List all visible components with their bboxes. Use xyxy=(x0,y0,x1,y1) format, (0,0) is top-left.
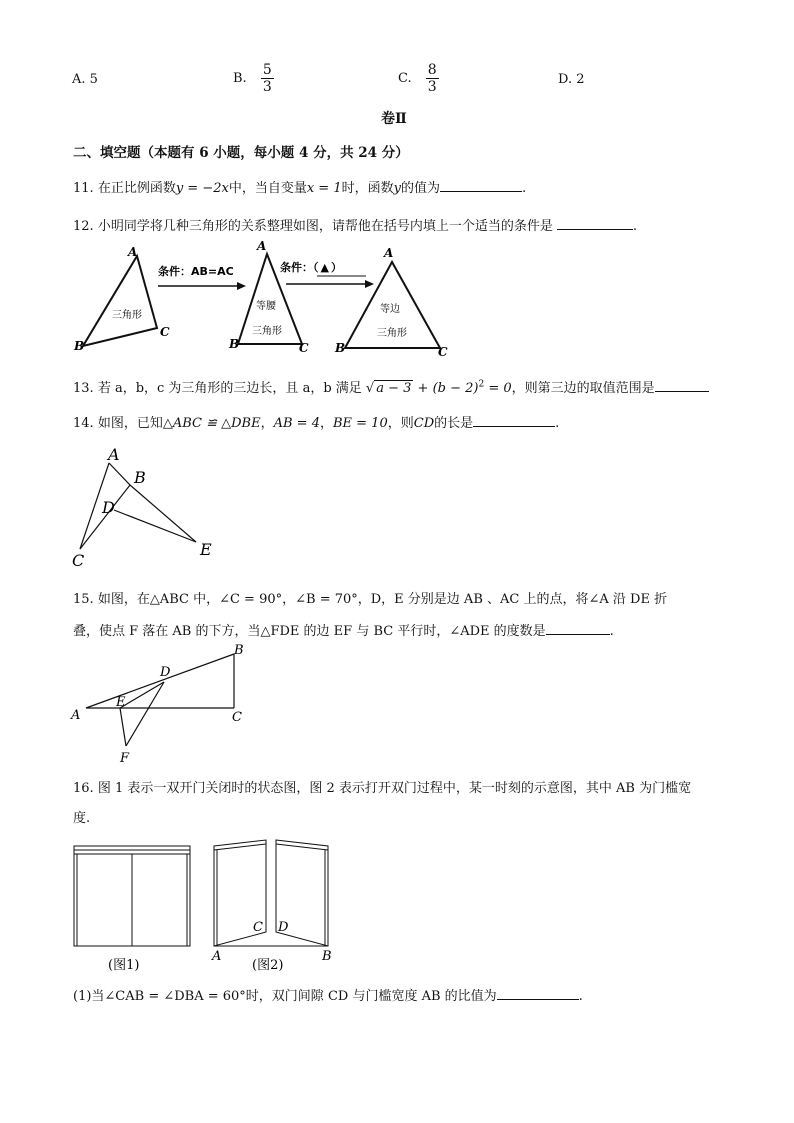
fig2-label-a: A xyxy=(212,949,222,964)
q16-part-1-text: (1)当∠CAB = ∠DBA = 60°时，双门间隙 CD 与门槛宽度 AB 的比值为 xyxy=(73,989,497,1004)
option-b-denominator: 3 xyxy=(262,79,272,95)
option-c-denominator: 3 xyxy=(427,79,437,95)
option-c xyxy=(398,62,439,95)
q11-answer-blank[interactable] xyxy=(440,179,522,192)
fig2-label-c: C xyxy=(253,920,263,935)
q12-number: 12. xyxy=(73,219,98,234)
question-15-line-1 xyxy=(73,588,667,607)
edge-be xyxy=(130,485,196,542)
arrow2-head xyxy=(365,280,374,288)
t1-vertex-a: A xyxy=(128,245,138,259)
question-16-line-1 xyxy=(73,777,691,796)
q12-answer-blank[interactable] xyxy=(557,217,633,230)
q14-be: BE = 10 xyxy=(332,416,388,431)
question-11 xyxy=(73,177,526,196)
q13-equals: = 0 xyxy=(484,381,512,396)
q14-number: 14. xyxy=(73,416,98,431)
edge-ed xyxy=(120,682,164,708)
q12-end: . xyxy=(632,219,637,234)
q14-answer-blank[interactable] xyxy=(473,414,555,427)
question-14 xyxy=(73,412,559,431)
section-header: 二、填空题（本题有 6 小题，每小题 4 分，共 24 分） xyxy=(73,145,409,161)
q11-text-1: 在正比例函数 xyxy=(97,181,176,196)
q14-text-3: ， xyxy=(319,416,333,431)
q14-cd: CD xyxy=(413,416,435,431)
t1-vertex-b: B xyxy=(74,339,85,353)
q15-answer-blank[interactable] xyxy=(546,622,610,635)
q14-text-1: 如图，已知 xyxy=(97,416,163,431)
q14-text-2: ， xyxy=(260,416,274,431)
q16-text-line-1: 图 1 表示一双开门关闭时的状态图，图 2 表示打开双门过程中，某一时刻的示意图，其中 AB 为门槛宽 xyxy=(97,781,692,796)
q13-sqrt: √ a − 3 xyxy=(365,381,412,396)
q14-end: . xyxy=(555,416,560,431)
q14-figure xyxy=(66,445,226,573)
q13-exponent: 2 xyxy=(478,379,485,390)
q12-figure xyxy=(70,238,460,360)
q11-end: . xyxy=(522,181,527,196)
q13-answer-blank[interactable] xyxy=(655,379,709,392)
fig2-label-d: D xyxy=(278,920,289,935)
option-a-value: 5 xyxy=(89,72,98,87)
q15-label-d: D xyxy=(160,665,171,680)
fig1-closed-door xyxy=(74,846,190,946)
fig2-opening-door xyxy=(214,840,328,946)
edge-ef xyxy=(120,708,126,746)
q16-number: 16. xyxy=(73,781,98,796)
q15-text-line-2: 叠，使点 F 落在 AB 的下方，当△FDE 的边 EF 与 BC 平行时，∠ADE 的度数是 xyxy=(73,624,546,639)
q14-ab: AB = 4 xyxy=(273,416,320,431)
q15-text-line-1: 如图，在△ABC 中，∠C = 90°，∠B = 70°，D，E 分别是边 AB 、AC 上的点，将∠A 沿 DE 折 xyxy=(97,592,668,607)
q14-label-c: C xyxy=(72,551,85,570)
t2-label-1: 等腰 xyxy=(256,301,276,312)
q11-expression: y = −2x xyxy=(175,181,229,196)
general-triangle xyxy=(83,256,157,346)
option-c-numerator: 8 xyxy=(427,62,437,78)
q11-condition: x = 1 xyxy=(306,181,342,196)
arrow1-condition: 条件：AB=AC xyxy=(158,265,234,278)
question-16-line-2: 度. xyxy=(73,811,91,826)
t1-vertex-c: C xyxy=(160,325,170,339)
t1-label: 三角形 xyxy=(112,310,142,321)
option-b xyxy=(233,62,274,95)
q15-label-f: F xyxy=(120,751,130,766)
q13-text-1: 若 a，b，c 为三角形的三边长，且 a，b 满足 xyxy=(97,381,362,396)
q14-text-4: ，则 xyxy=(387,416,414,431)
edge-ab xyxy=(86,654,234,708)
q14-label-a: A xyxy=(108,445,120,464)
q16-part-1-end: . xyxy=(578,989,583,1004)
q15-end: . xyxy=(609,624,614,639)
t3-label-2: 三角形 xyxy=(377,328,407,339)
option-c-label: C. xyxy=(398,71,416,86)
edge-de xyxy=(114,510,196,542)
t2-label-2: 三角形 xyxy=(252,326,282,337)
t2-vertex-a: A xyxy=(257,239,267,253)
option-b-fraction xyxy=(261,62,274,95)
option-a xyxy=(72,72,98,87)
question-16-part-1 xyxy=(73,985,583,1004)
q13-sqrt-inner: a − 3 xyxy=(376,381,412,396)
option-a-label: A. xyxy=(72,72,90,87)
arrow2-condition: 条件：（ ▲ ） xyxy=(280,261,342,274)
q15-label-b: B xyxy=(234,643,244,658)
t3-vertex-a: A xyxy=(384,246,394,260)
q14-label-b: B xyxy=(134,468,146,487)
fig2-caption: (图2) xyxy=(252,958,284,973)
option-d-label: D. xyxy=(558,72,577,87)
q16-figures xyxy=(66,836,346,980)
q15-figure xyxy=(66,640,256,770)
question-13 xyxy=(73,377,709,396)
q12-text: 小明同学将几种三角形的关系整理如图，请帮他在括号内填上一个适当的条件是 xyxy=(97,219,553,234)
t3-label-1: 等边 xyxy=(380,304,400,315)
q11-variable: y xyxy=(393,181,401,196)
arrow1-head xyxy=(237,282,246,290)
option-b-numerator: 5 xyxy=(262,62,272,78)
option-c-fraction xyxy=(426,62,439,95)
volume-heading: 卷Ⅱ xyxy=(381,111,407,127)
option-d xyxy=(558,72,585,87)
q16-part-1-answer-blank[interactable] xyxy=(497,987,579,1000)
t3-vertex-b: B xyxy=(335,341,346,355)
fig2-label-b: B xyxy=(322,949,332,964)
q13-text-2: ，则第三边的取值范围是 xyxy=(511,381,655,396)
option-d-value: 2 xyxy=(576,72,585,87)
edge-ab xyxy=(109,463,130,485)
q11-number: 11. xyxy=(73,181,98,196)
fig1-caption: (图1) xyxy=(108,958,140,973)
q13-term: + (b − 2) xyxy=(413,381,479,396)
q15-label-a: A xyxy=(71,708,81,723)
t2-vertex-b: B xyxy=(229,337,240,351)
q15-label-c: C xyxy=(232,710,242,725)
edge-bc xyxy=(80,485,130,549)
question-15-line-2 xyxy=(73,620,614,639)
q14-label-e: E xyxy=(200,540,212,559)
q14-label-d: D xyxy=(102,498,115,517)
q11-text-3: 时，函数 xyxy=(341,181,394,196)
q11-text-2: 中，当自变量 xyxy=(228,181,307,196)
question-12 xyxy=(73,215,637,234)
t2-vertex-c: C xyxy=(299,341,309,355)
q14-text-5: 的长是 xyxy=(434,416,474,431)
q11-text-4: 的值为 xyxy=(400,181,440,196)
option-b-label: B. xyxy=(233,71,251,86)
q15-label-e: E xyxy=(116,695,126,710)
q13-number: 13. xyxy=(73,381,98,396)
t3-vertex-c: C xyxy=(438,345,448,359)
q14-congruence: △ABC ≌ △DBE xyxy=(162,416,261,431)
q15-number: 15. xyxy=(73,592,98,607)
